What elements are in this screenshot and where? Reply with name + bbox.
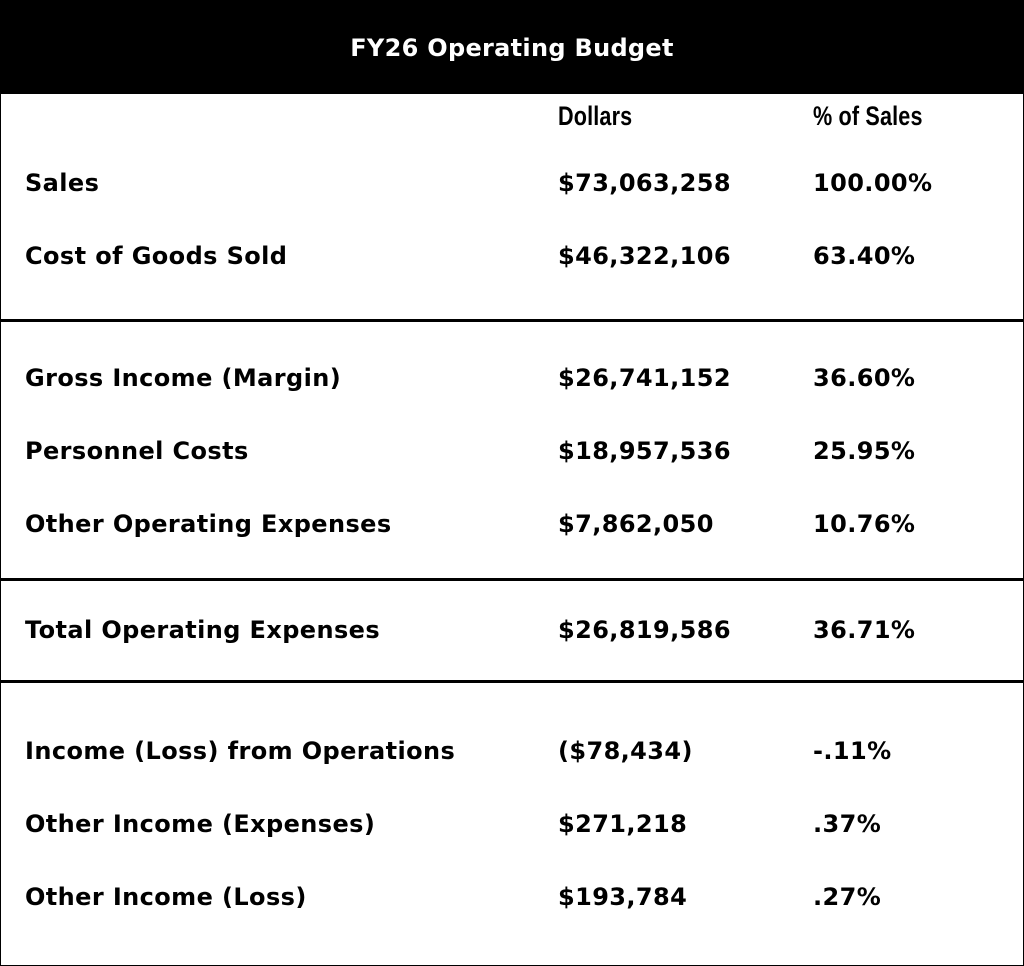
row-amount: $18,957,536 bbox=[558, 437, 731, 465]
row-percent: 10.76% bbox=[813, 510, 916, 538]
row-amount: $46,322,106 bbox=[558, 242, 731, 270]
row-percent: 100.00% bbox=[813, 169, 933, 197]
table-header bbox=[1, 1, 1023, 94]
row-label: Gross Income (Margin) bbox=[25, 364, 342, 392]
table-row-cost-of-goods-sold bbox=[1, 236, 1023, 276]
section-divider bbox=[1, 680, 1023, 683]
section-divider bbox=[1, 578, 1023, 581]
table-row-sales bbox=[1, 163, 1023, 203]
row-label: Sales bbox=[25, 169, 100, 197]
table-row-other-operating-expenses bbox=[1, 504, 1023, 544]
row-amount: $271,218 bbox=[558, 810, 688, 838]
table-row-other-income-loss bbox=[1, 877, 1023, 917]
row-percent: 25.95% bbox=[813, 437, 916, 465]
row-label: Cost of Goods Sold bbox=[25, 242, 288, 270]
row-amount: $193,784 bbox=[558, 883, 688, 911]
table-row-income-from-operations bbox=[1, 731, 1023, 771]
row-percent: 36.71% bbox=[813, 616, 916, 644]
row-amount: $73,063,258 bbox=[558, 169, 731, 197]
column-header-percent: % of Sales bbox=[813, 101, 923, 131]
row-amount: ($78,434) bbox=[558, 737, 693, 765]
table-row-total-operating-expenses bbox=[1, 610, 1023, 650]
table-title: FY26 Operating Budget bbox=[350, 33, 674, 62]
row-label: Total Operating Expenses bbox=[25, 616, 380, 644]
section-divider bbox=[1, 319, 1023, 322]
row-percent: 63.40% bbox=[813, 242, 916, 270]
row-label: Personnel Costs bbox=[25, 437, 249, 465]
table-row-other-income-expenses bbox=[1, 804, 1023, 844]
row-percent: -.11% bbox=[813, 737, 892, 765]
column-header-dollars: Dollars bbox=[558, 101, 633, 131]
row-label: Income (Loss) from Operations bbox=[25, 737, 456, 765]
row-label: Other Operating Expenses bbox=[25, 510, 392, 538]
table-row-personnel-costs bbox=[1, 431, 1023, 471]
row-amount: $26,819,586 bbox=[558, 616, 731, 644]
row-amount: $26,741,152 bbox=[558, 364, 731, 392]
row-percent: .27% bbox=[813, 883, 882, 911]
row-label: Other Income (Loss) bbox=[25, 883, 307, 911]
table-row-gross-income bbox=[1, 358, 1023, 398]
row-amount: $7,862,050 bbox=[558, 510, 714, 538]
row-percent: .37% bbox=[813, 810, 882, 838]
row-percent: 36.60% bbox=[813, 364, 916, 392]
row-label: Other Income (Expenses) bbox=[25, 810, 376, 838]
